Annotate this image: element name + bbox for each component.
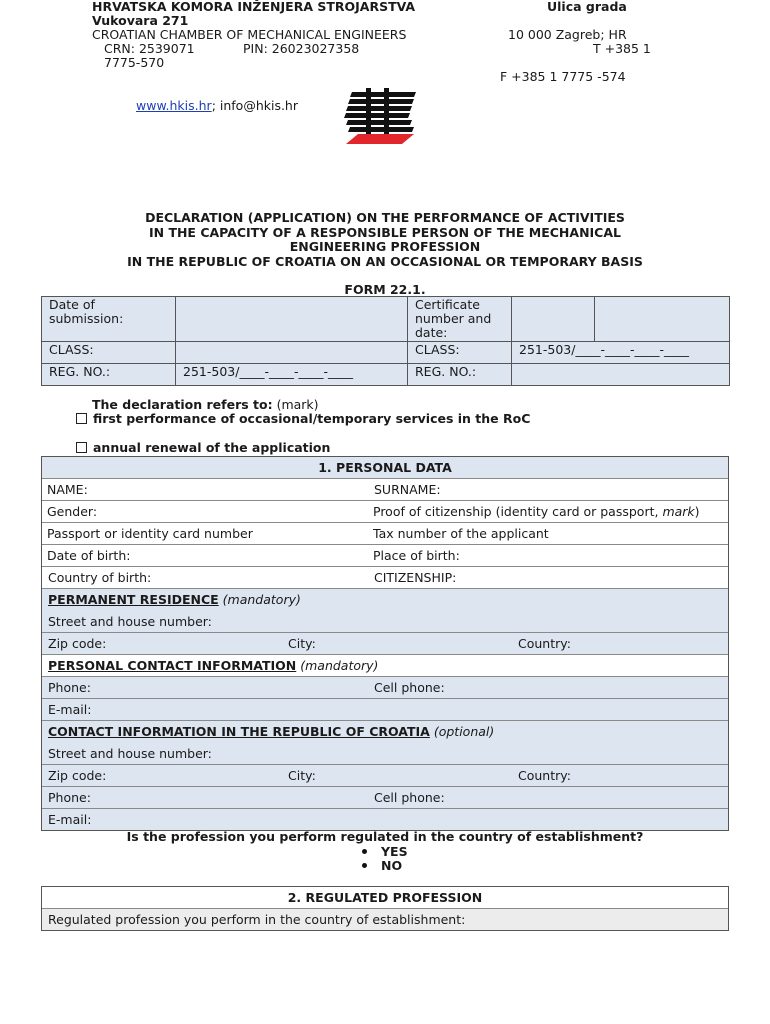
citizenship-proof-label: Proof of citizenship (identity card or passport, mark) (373, 504, 700, 519)
cell-phone-label-hr: Cell phone: (374, 790, 445, 805)
email-label: E-mail: (48, 702, 92, 717)
class-label-left: CLASS: (42, 342, 176, 364)
website-link[interactable]: www.hkis.hr (136, 98, 212, 113)
bullet-icon (362, 849, 367, 854)
place-of-birth-label: Place of birth: (373, 548, 460, 563)
croatia-contact-heading: CONTACT INFORMATION IN THE REPUBLIC OF CROATIA (optional) (48, 724, 495, 739)
option-first-performance[interactable]: first performance of occasional/temporary services in the RoC (76, 412, 530, 426)
reg-no-field-right[interactable] (512, 364, 730, 386)
country-label: Country: (518, 636, 571, 651)
answer-no[interactable]: NO (362, 859, 402, 873)
certificate-label: Certificate number and date: (408, 297, 512, 342)
reg-no-label-left: REG. NO.: (42, 364, 176, 386)
fax: F +385 1 7775 -574 (500, 69, 626, 84)
street-label: Ulica grada (547, 0, 627, 14)
regulated-profession-label: Regulated profession you perform in the country of establishment: (48, 912, 466, 927)
surname-label: SURNAME: (374, 482, 441, 497)
city-label: City: (288, 636, 316, 651)
org-name-en: CROATIAN CHAMBER OF MECHANICAL ENGINEERS (92, 27, 407, 42)
hkis-logo-icon (344, 88, 418, 146)
class-value[interactable]: 251-503/____-____-____-____ (512, 342, 730, 364)
title-line-2: IN THE CAPACITY OF A RESPONSIBLE PERSON OF THE MECHANICAL (148, 225, 621, 240)
date-of-submission-label: Date of submission: (42, 297, 176, 342)
regulated-question: Is the profession you perform regulated in the country of establishment? (126, 829, 644, 844)
bullet-icon (362, 863, 367, 868)
telephone-cont: 7775-570 (104, 55, 165, 70)
regulated-profession-section (41, 886, 729, 931)
country-of-birth-label: Country of birth: (48, 570, 152, 585)
certificate-field-1[interactable] (512, 297, 595, 342)
title-line-4: IN THE REPUBLIC OF CROATIA ON AN OCCASIONAL OR TEMPORARY BASIS (127, 254, 643, 269)
crn: CRN: 2539071 (104, 41, 195, 56)
passport-label: Passport or identity card number (47, 526, 253, 541)
date-of-submission-field[interactable] (176, 297, 408, 342)
answer-yes[interactable]: YES (362, 845, 408, 859)
telephone: T +385 1 (593, 41, 651, 56)
date-of-birth-label: Date of birth: (47, 548, 131, 563)
street-address: Vukovara 271 (92, 13, 189, 28)
form-number: FORM 22.1. (344, 282, 426, 297)
certificate-field-2[interactable] (595, 297, 730, 342)
gender-label: Gender: (47, 504, 98, 519)
submission-table (41, 296, 730, 386)
personal-contact-heading: PERSONAL CONTACT INFORMATION (mandatory) (48, 658, 379, 673)
option-annual-renewal[interactable]: annual renewal of the application (76, 441, 330, 455)
personal-data-section (41, 456, 729, 831)
checkbox-first-performance[interactable] (76, 413, 87, 424)
pin: PIN: 26023027358 (243, 41, 360, 56)
street-label-hr: Street and house number: (48, 746, 212, 761)
personal-data-header: 1. PERSONAL DATA (42, 457, 728, 479)
city-line: 10 000 Zagreb; HR (508, 27, 627, 42)
reg-no-label-right: REG. NO.: (408, 364, 512, 386)
email-text: ; info@hkis.hr (211, 98, 298, 113)
phone-label: Phone: (48, 680, 91, 695)
zip-label-hr: Zip code: (48, 768, 107, 783)
checkbox-annual-renewal[interactable] (76, 442, 87, 453)
title-line-3: ENGINEERING PROFESSION (289, 239, 481, 254)
tax-number-label: Tax number of the applicant (373, 526, 549, 541)
declaration-refers: The declaration refers to: (mark) (92, 397, 319, 412)
country-label-hr: Country: (518, 768, 571, 783)
city-label-hr: City: (288, 768, 316, 783)
title-line-1: DECLARATION (APPLICATION) ON THE PERFORMANCE OF ACTIVITIES (145, 210, 625, 225)
zip-label: Zip code: (48, 636, 107, 651)
cell-phone-label: Cell phone: (374, 680, 445, 695)
street-label: Street and house number: (48, 614, 212, 629)
citizenship-label: CITIZENSHIP: (374, 570, 457, 585)
permanent-residence-heading: PERMANENT RESIDENCE (mandatory) (48, 592, 301, 607)
name-label: NAME: (47, 482, 88, 497)
org-name-hr: HRVATSKA KOMORA INŽENJERA STROJARSTVA (92, 0, 416, 14)
email-label-hr: E-mail: (48, 812, 92, 827)
class-label-right: CLASS: (408, 342, 512, 364)
class-field-left[interactable] (176, 342, 408, 364)
reg-no-value[interactable]: 251-503/____-____-____-____ (176, 364, 408, 386)
phone-label-hr: Phone: (48, 790, 91, 805)
regulated-profession-header: 2. REGULATED PROFESSION (42, 887, 728, 909)
